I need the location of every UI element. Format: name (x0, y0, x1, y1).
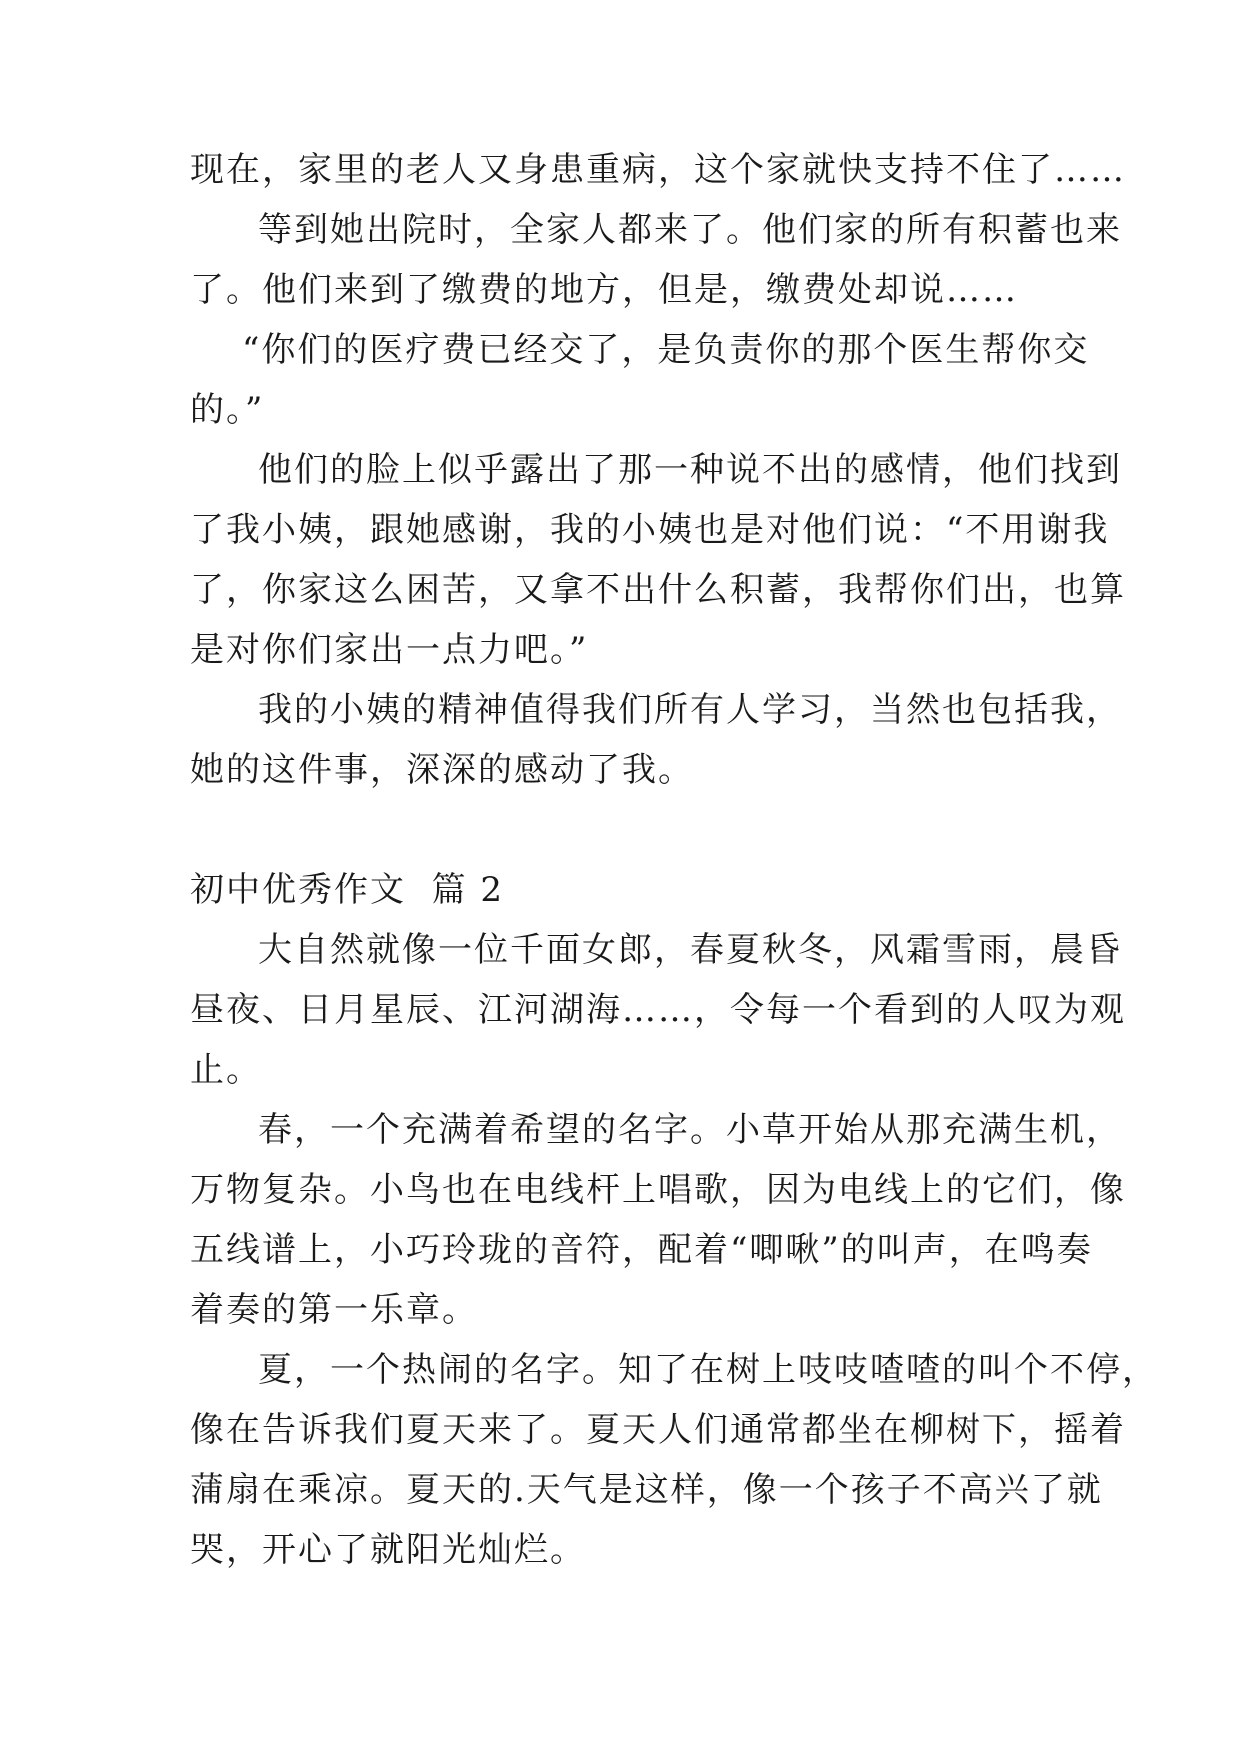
paragraph-line: 像在告诉我们夏天来了。夏天人们通常都坐在柳树下，摇着 (190, 1410, 1126, 1450)
paragraph-line: 大自然就像一位千面女郎，春夏秋冬，风霜雪雨，晨昏 (258, 930, 1122, 970)
paragraph-line: 他们的脸上似乎露出了那一种说不出的感情，他们找到 (258, 450, 1122, 490)
document-page (190, 140, 1158, 1580)
paragraph-line: 了我小姨，跟她感谢，我的小姨也是对他们说：“不用谢我 (190, 510, 1110, 550)
paragraph-line: 等到她出院时，全家人都来了。他们家的所有积蓄也来 (258, 210, 1122, 250)
paragraph-line: 止。 (190, 1050, 262, 1090)
paragraph-line: 的。” (190, 390, 265, 430)
section-heading: 初中优秀作文 篇 2 (190, 870, 505, 910)
paragraph-line: 了。他们来到了缴费的地方，但是，缴费处却说…… (190, 270, 1018, 310)
paragraph-line: 昼夜、日月星辰、江河湖海……，令每一个看到的人叹为观 (190, 990, 1126, 1030)
paragraph-line: 春，一个充满着希望的名字。小草开始从那充满生机， (258, 1110, 1122, 1150)
paragraph-line: 五线谱上，小巧玲珑的音符，配着“唧啾”的叫声，在鸣奏 (190, 1230, 1093, 1270)
paragraph-line: 她的这件事，深深的感动了我。 (190, 750, 694, 790)
paragraph-line: 夏，一个热闹的名字。知了在树上吱吱喳喳的叫个不停， (258, 1350, 1158, 1390)
paragraph-line: 是对你们家出一点力吧。” (190, 630, 589, 670)
paragraph-line: 现在，家里的老人又身患重病，这个家就快支持不住了…… (190, 150, 1126, 190)
paragraph-line: 万物复杂。小鸟也在电线杆上唱歌，因为电线上的它们，像 (190, 1170, 1126, 1210)
paragraph-line: 蒲扇在乘凉。夏天的.天气是这样，像一个孩子不高兴了就 (190, 1470, 1103, 1510)
paragraph-line: 我的小姨的精神值得我们所有人学习，当然也包括我， (258, 690, 1122, 730)
paragraph-line: “你们的医疗费已经交了，是负责你的那个医生帮你交 (242, 330, 1090, 370)
paragraph-line: 哭，开心了就阳光灿烂。 (190, 1530, 586, 1570)
paragraph-line: 着奏的第一乐章。 (190, 1290, 478, 1330)
paragraph-line: 了，你家这么困苦，又拿不出什么积蓄，我帮你们出，也算 (190, 570, 1126, 610)
section-gap (190, 800, 1070, 860)
